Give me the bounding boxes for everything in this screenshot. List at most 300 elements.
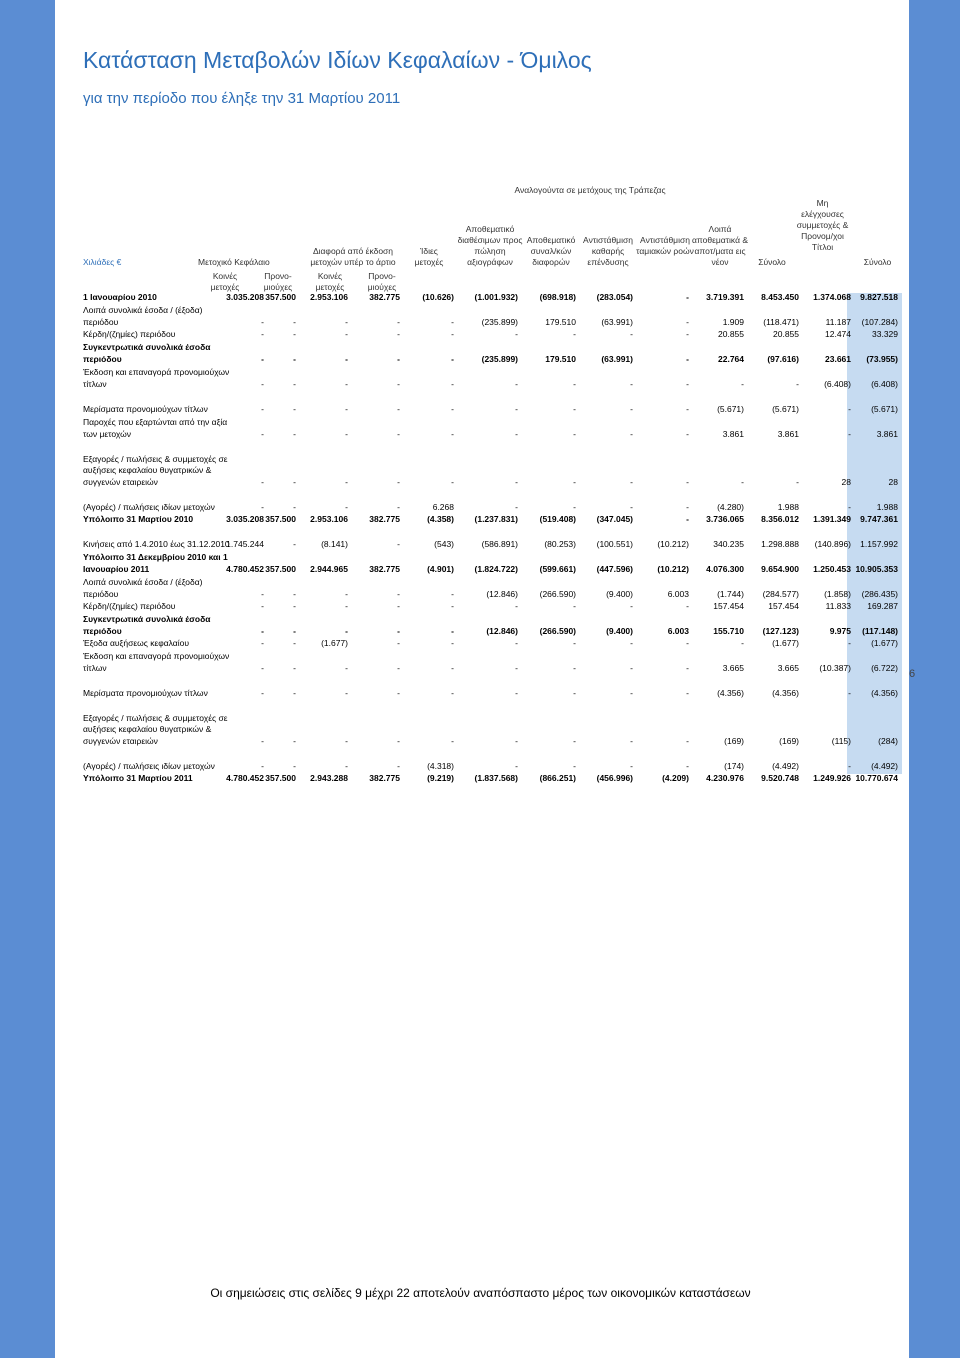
- cell-value: -: [451, 429, 454, 440]
- cell-value: (127.123): [762, 626, 799, 637]
- table-row: [83, 602, 903, 614]
- cell-value: (118.471): [763, 317, 799, 328]
- row-label: Μερίσματα προνομιούχων τίτλων: [83, 688, 208, 699]
- cell-value: -: [293, 404, 296, 415]
- cell-value: -: [397, 429, 400, 440]
- cell-value: -: [345, 688, 348, 699]
- cell-value: (169): [724, 736, 744, 747]
- cell-value: -: [515, 736, 518, 747]
- cell-value: (6.408): [824, 379, 851, 390]
- cell-value: 8.453.450: [761, 292, 799, 303]
- cell-value: (456.996): [596, 773, 633, 784]
- cell-value: -: [686, 292, 689, 303]
- cell-value: -: [345, 601, 348, 612]
- cell-value: -: [345, 404, 348, 415]
- cell-value: 6.003: [667, 626, 689, 637]
- cell-value: (1.001.932): [474, 292, 518, 303]
- cell-value: -: [261, 736, 264, 747]
- cell-value: 357.500: [265, 564, 296, 575]
- cell-value: -: [261, 429, 264, 440]
- row-label: Έκδοση και επαναγορά προνομιούχων τίτλων: [83, 367, 230, 390]
- row-label: Συγκεντρωτικά συνολικά έσοδα περιόδου: [83, 614, 211, 637]
- cell-value: -: [345, 589, 348, 600]
- row-label: (Αγορές) / πωλήσεις ιδίων μετοχών: [83, 502, 215, 513]
- cell-value: -: [261, 502, 264, 513]
- subheader-common-shares: Κοινές μετοχές: [210, 271, 240, 292]
- footnote: Οι σημειώσεις στις σελίδες 9 μέχρι 22 αποτελούν αναπόσπαστο μέρος των οικονομικών καταστάσεων: [210, 1286, 751, 1300]
- cell-value: (5.671): [871, 404, 898, 415]
- cell-value: -: [261, 626, 264, 637]
- cell-value: -: [796, 379, 799, 390]
- cell-value: (9.400): [606, 589, 633, 600]
- cell-value: (107.284): [861, 317, 898, 328]
- cell-value: 12.474: [825, 329, 851, 340]
- table-row: [83, 305, 903, 330]
- cell-value: -: [686, 736, 689, 747]
- cell-value: -: [848, 761, 851, 772]
- cell-value: 2.944.965: [310, 564, 348, 575]
- cell-value: -: [796, 477, 799, 488]
- column-header-cash-flow-hedge: Αντιστάθμιση ταμιακών ροών: [636, 235, 694, 256]
- cell-value: (283.054): [596, 292, 633, 303]
- row-label: Εξαγορές / πωλήσεις & συμμετοχές σε αυξήσεις κεφαλαίου θυγατρικών & συγγενών εταιρειών: [83, 712, 228, 747]
- cell-value: 1.249.926: [813, 773, 851, 784]
- column-header-fx-reserve: Αποθεματικό συναλ/κών διαφορών: [526, 235, 576, 267]
- cell-value: 4.230.976: [706, 773, 744, 784]
- cell-value: (1.677): [772, 638, 799, 649]
- cell-value: -: [397, 317, 400, 328]
- cell-value: (9.400): [606, 626, 633, 637]
- cell-value: -: [261, 477, 264, 488]
- cell-value: -: [261, 761, 264, 772]
- cell-value: -: [515, 502, 518, 513]
- table-row: [83, 552, 903, 577]
- cell-value: -: [261, 601, 264, 612]
- cell-value: -: [345, 317, 348, 328]
- cell-value: (10.212): [657, 539, 689, 550]
- table-row: [83, 342, 903, 367]
- cell-value: -: [515, 688, 518, 699]
- column-header-non-controlling: Μη ελέγχουσες συμμετοχές & Προνομ/χοι Τίτλοι: [796, 198, 849, 252]
- cell-value: (1.744): [717, 589, 744, 600]
- subheader-premium-preference: Προνο-μιούχες: [367, 271, 397, 292]
- cell-value: (97.616): [767, 354, 799, 365]
- table-row: [83, 515, 903, 527]
- cell-value: -: [630, 379, 633, 390]
- row-label: Κινήσεις από 1.4.2010 έως 31.12.2010: [83, 539, 230, 550]
- cell-value: -: [261, 638, 264, 649]
- cell-value: 3.861: [722, 429, 744, 440]
- page-number: 6: [908, 668, 916, 680]
- cell-value: -: [293, 429, 296, 440]
- cell-value: -: [741, 638, 744, 649]
- column-header-afs-reserve: Αποθεματικό διαθέσιμων προς πώληση αξιογράφων: [457, 224, 523, 267]
- cell-value: -: [573, 663, 576, 674]
- cell-value: -: [293, 354, 296, 365]
- cell-value: 179.510: [545, 354, 576, 365]
- cell-value: (1.824.722): [474, 564, 518, 575]
- cell-value: -: [573, 429, 576, 440]
- cell-value: (1.237.831): [474, 514, 518, 525]
- cell-value: 2.953.106: [310, 292, 348, 303]
- cell-value: -: [630, 502, 633, 513]
- cell-value: -: [397, 688, 400, 699]
- cell-value: -: [397, 736, 400, 747]
- cell-value: (140.896): [814, 539, 851, 550]
- cell-value: 3.736.065: [706, 514, 744, 525]
- column-header-other-reserves: Λοιπά αποθεματικά & αποτ/ματα εις νέον: [691, 224, 749, 267]
- cell-value: 169.287: [867, 601, 898, 612]
- cell-value: (4.280): [717, 502, 744, 513]
- cell-value: (586.891): [481, 539, 518, 550]
- cell-value: (5.671): [772, 404, 799, 415]
- cell-value: 3.861: [876, 429, 898, 440]
- cell-value: (73.955): [866, 354, 898, 365]
- cell-value: 3.665: [777, 663, 799, 674]
- cell-value: (286.435): [861, 589, 898, 600]
- table-row: [83, 749, 903, 774]
- table-row: [83, 651, 903, 676]
- cell-value: -: [397, 539, 400, 550]
- cell-value: -: [451, 379, 454, 390]
- cell-value: (10.387): [819, 663, 851, 674]
- cell-value: 9.654.900: [761, 564, 799, 575]
- cell-value: 1.909: [722, 317, 744, 328]
- cell-value: -: [573, 688, 576, 699]
- cell-value: (1.858): [824, 589, 851, 600]
- cell-value: -: [397, 761, 400, 772]
- cell-value: 1.745.244: [226, 539, 264, 550]
- cell-value: -: [515, 429, 518, 440]
- cell-value: -: [397, 354, 400, 365]
- cell-value: -: [345, 626, 348, 637]
- row-label: Λοιπά συνολικά έσοδα / (έξοδα) περιόδου: [83, 305, 203, 328]
- left-margin-bar: [0, 0, 55, 1358]
- cell-value: 382.775: [369, 292, 400, 303]
- cell-value: -: [686, 429, 689, 440]
- cell-value: -: [686, 663, 689, 674]
- cell-value: 1.988: [777, 502, 799, 513]
- cell-value: -: [451, 601, 454, 612]
- cell-value: -: [451, 736, 454, 747]
- cell-value: -: [261, 589, 264, 600]
- cell-value: 1.988: [876, 502, 898, 513]
- cell-value: 357.500: [265, 773, 296, 784]
- cell-value: 23.661: [825, 354, 851, 365]
- cell-value: (4.318): [427, 761, 454, 772]
- cell-value: -: [397, 626, 400, 637]
- cell-value: -: [451, 688, 454, 699]
- cell-value: -: [515, 761, 518, 772]
- cell-value: -: [741, 477, 744, 488]
- cell-value: 1.374.068: [813, 292, 851, 303]
- table-row: [83, 442, 903, 490]
- cell-value: 20.855: [718, 329, 744, 340]
- cell-value: -: [397, 589, 400, 600]
- cell-value: -: [261, 688, 264, 699]
- cell-value: -: [573, 736, 576, 747]
- cell-value: -: [261, 379, 264, 390]
- cell-value: -: [630, 477, 633, 488]
- cell-value: -: [293, 502, 296, 513]
- cell-value: (12.846): [486, 589, 518, 600]
- cell-value: (12.846): [486, 626, 518, 637]
- cell-value: -: [293, 688, 296, 699]
- row-label: Υπόλοιπο 31 Μαρτίου 2010: [83, 514, 194, 525]
- cell-value: 1.250.453: [813, 564, 851, 575]
- cell-value: (4.209): [662, 773, 689, 784]
- table-row: [83, 614, 903, 639]
- cell-value: (698.918): [539, 292, 576, 303]
- row-label: Έκδοση και επαναγορά προνομιούχων τίτλων: [83, 651, 230, 674]
- cell-value: -: [293, 736, 296, 747]
- cell-value: -: [293, 477, 296, 488]
- cell-value: -: [686, 638, 689, 649]
- row-label: Λοιπά συνολικά έσοδα / (έξοδα) περιόδου: [83, 577, 203, 600]
- cell-value: (6.722): [871, 663, 898, 674]
- cell-value: -: [261, 404, 264, 415]
- cell-value: 28: [841, 477, 851, 488]
- cell-value: 11.187: [825, 317, 851, 328]
- cell-value: 357.500: [265, 292, 296, 303]
- cell-value: (117.148): [862, 626, 898, 637]
- cell-value: -: [451, 354, 454, 365]
- cell-value: -: [397, 379, 400, 390]
- cell-value: 10.905.353: [855, 564, 898, 575]
- cell-value: 2.943.288: [310, 773, 348, 784]
- cell-value: -: [630, 638, 633, 649]
- cell-value: -: [686, 761, 689, 772]
- cell-value: -: [686, 502, 689, 513]
- cell-value: 9.827.518: [860, 292, 898, 303]
- column-header-subtotal: Σύνολο: [758, 257, 786, 267]
- cell-value: 10.770.674: [855, 773, 898, 784]
- cell-value: -: [451, 317, 454, 328]
- cell-value: -: [515, 663, 518, 674]
- cell-value: -: [686, 601, 689, 612]
- row-label: (Αγορές) / πωλήσεις ιδίων μετοχών: [83, 761, 215, 772]
- cell-value: -: [515, 404, 518, 415]
- cell-value: (100.551): [596, 539, 633, 550]
- cell-value: -: [848, 429, 851, 440]
- page-title: Κατάσταση Μεταβολών Ιδίων Κεφαλαίων - Όμιλος: [83, 47, 592, 73]
- cell-value: -: [397, 601, 400, 612]
- cell-value: -: [630, 736, 633, 747]
- cell-value: -: [261, 317, 264, 328]
- cell-value: 157.454: [713, 601, 744, 612]
- cell-value: -: [397, 663, 400, 674]
- row-label: Συγκεντρωτικά συνολικά έσοδα περιόδου: [83, 342, 211, 365]
- cell-value: -: [293, 329, 296, 340]
- cell-value: -: [630, 688, 633, 699]
- table-row: [83, 527, 903, 552]
- cell-value: -: [345, 429, 348, 440]
- table-row: [83, 392, 903, 417]
- cell-value: 382.775: [369, 773, 400, 784]
- cell-value: -: [630, 601, 633, 612]
- table-row: [83, 417, 903, 442]
- cell-value: -: [630, 404, 633, 415]
- cell-value: -: [397, 477, 400, 488]
- cell-value: -: [515, 379, 518, 390]
- cell-value: (10.212): [657, 564, 689, 575]
- row-label: Εξαγορές / πωλήσεις & συμμετοχές σε αυξήσεις κεφαλαίου θυγατρικών & συγγενών εταιρειών: [83, 453, 228, 488]
- cell-value: (4.358): [427, 514, 454, 525]
- row-label: Υπόλοιπο 31 Μαρτίου 2011: [83, 773, 193, 784]
- cell-value: -: [573, 477, 576, 488]
- table-row: [83, 490, 903, 515]
- cell-value: 1.157.992: [860, 539, 898, 550]
- cell-value: -: [630, 329, 633, 340]
- cell-value: (266.590): [539, 626, 576, 637]
- cell-value: -: [848, 502, 851, 513]
- cell-value: -: [451, 589, 454, 600]
- cell-value: -: [573, 761, 576, 772]
- cell-value: 3.035.208: [226, 292, 264, 303]
- cell-value: -: [451, 638, 454, 649]
- cell-value: -: [451, 663, 454, 674]
- cell-value: -: [345, 502, 348, 513]
- cell-value: (169): [779, 736, 799, 747]
- cell-value: (63.991): [601, 354, 633, 365]
- cell-value: 9.520.748: [761, 773, 799, 784]
- cell-value: (4.356): [772, 688, 799, 699]
- column-header-share-capital: Μετοχικό Κεφάλαιο: [198, 257, 270, 267]
- cell-value: -: [515, 601, 518, 612]
- cell-value: -: [293, 589, 296, 600]
- subheader-preference-shares: Προνο-μιούχες: [263, 271, 293, 292]
- group-header: Αναλογούντα σε μετόχους της Τράπεζας: [514, 185, 666, 195]
- cell-value: -: [630, 663, 633, 674]
- page-subtitle: για την περίοδο που έληξε την 31 Μαρτίου 2011: [83, 90, 401, 107]
- table-row: [83, 639, 903, 651]
- cell-value: -: [345, 663, 348, 674]
- column-header-net-investment-hedge: Αντιστάθμιση καθαρής επένδυσης: [583, 235, 633, 267]
- table-row: [83, 774, 903, 786]
- cell-value: 155.710: [713, 626, 744, 637]
- cell-value: -: [345, 477, 348, 488]
- cell-value: 9.975: [829, 626, 851, 637]
- cell-value: (266.590): [539, 589, 576, 600]
- cell-value: 1.298.888: [761, 539, 799, 550]
- cell-value: (5.671): [717, 404, 744, 415]
- cell-value: -: [686, 379, 689, 390]
- cell-value: -: [573, 638, 576, 649]
- table-row: [83, 701, 903, 749]
- cell-value: (8.141): [321, 539, 348, 550]
- cell-value: -: [293, 638, 296, 649]
- cell-value: (447.596): [596, 564, 633, 575]
- cell-value: -: [293, 317, 296, 328]
- cell-value: (80.253): [544, 539, 576, 550]
- cell-value: 179.510: [545, 317, 576, 328]
- cell-value: (347.045): [596, 514, 633, 525]
- cell-value: 382.775: [369, 514, 400, 525]
- row-label: Υπόλοιπο 31 Δεκεμβρίου 2010 και 1 Ιανουαρίου 2011: [83, 552, 228, 575]
- cell-value: -: [345, 354, 348, 365]
- cell-value: 4.780.452: [226, 564, 264, 575]
- cell-value: (63.991): [601, 317, 633, 328]
- cell-value: -: [397, 329, 400, 340]
- cell-value: (284): [878, 736, 898, 747]
- column-header-treasury-shares: Ίδιες μετοχές: [414, 246, 444, 267]
- cell-value: -: [261, 663, 264, 674]
- cell-value: 4.076.300: [706, 564, 744, 575]
- table-row: [83, 367, 903, 392]
- column-header-share-premium: Διαφορά από έκδοση μετοχών υπέρ το άρτιο: [310, 246, 396, 267]
- row-label: 1 Ιανουαρίου 2010: [83, 292, 157, 303]
- row-label: Κέρδη/(ζημίες) περιόδου: [83, 329, 176, 340]
- table-row: [83, 293, 903, 305]
- cell-value: -: [686, 477, 689, 488]
- cell-value: -: [573, 601, 576, 612]
- cell-value: -: [573, 404, 576, 415]
- cell-value: -: [345, 329, 348, 340]
- cell-value: -: [686, 404, 689, 415]
- cell-value: -: [573, 502, 576, 513]
- cell-value: -: [630, 429, 633, 440]
- cell-value: -: [451, 404, 454, 415]
- table-row: [83, 676, 903, 701]
- cell-value: (1.837.568): [474, 773, 518, 784]
- cell-value: -: [741, 379, 744, 390]
- cell-value: 22.764: [718, 354, 744, 365]
- subheader-premium-common: Κοινές μετοχές: [315, 271, 345, 292]
- cell-value: (866.251): [539, 773, 576, 784]
- cell-value: -: [573, 329, 576, 340]
- cell-value: (543): [434, 539, 454, 550]
- cell-value: 9.747.361: [860, 514, 898, 525]
- cell-value: 3.719.391: [706, 292, 744, 303]
- cell-value: 8.356.012: [761, 514, 799, 525]
- cell-value: -: [686, 688, 689, 699]
- cell-value: 33.329: [872, 329, 898, 340]
- cell-value: (9.219): [427, 773, 454, 784]
- cell-value: 28: [888, 477, 898, 488]
- cell-value: (4.492): [871, 761, 898, 772]
- cell-value: -: [848, 638, 851, 649]
- cell-value: 3.665: [722, 663, 744, 674]
- cell-value: -: [261, 329, 264, 340]
- cell-value: 1.391.349: [813, 514, 851, 525]
- cell-value: -: [451, 477, 454, 488]
- cell-value: -: [848, 688, 851, 699]
- row-label: Μερίσματα προνομιούχων τίτλων: [83, 404, 208, 415]
- cell-value: -: [345, 379, 348, 390]
- cell-value: (519.408): [539, 514, 576, 525]
- row-label: Παροχές που εξαρτώνται από την αξία των μετοχών: [83, 417, 228, 440]
- equity-changes-table: [83, 293, 903, 786]
- cell-value: 11.833: [825, 601, 851, 612]
- cell-value: 20.855: [773, 329, 799, 340]
- cell-value: (4.901): [427, 564, 454, 575]
- cell-value: -: [573, 379, 576, 390]
- cell-value: -: [686, 317, 689, 328]
- units-label: Χιλιάδες €: [83, 257, 122, 267]
- cell-value: -: [293, 379, 296, 390]
- cell-value: -: [397, 502, 400, 513]
- cell-value: -: [515, 477, 518, 488]
- cell-value: -: [630, 761, 633, 772]
- row-label: Κέρδη/(ζημίες) περιόδου: [83, 601, 176, 612]
- cell-value: (235.899): [481, 354, 518, 365]
- cell-value: (6.408): [871, 379, 898, 390]
- cell-value: -: [848, 404, 851, 415]
- cell-value: -: [397, 638, 400, 649]
- cell-value: 382.775: [369, 564, 400, 575]
- cell-value: (284.577): [762, 589, 799, 600]
- cell-value: -: [515, 329, 518, 340]
